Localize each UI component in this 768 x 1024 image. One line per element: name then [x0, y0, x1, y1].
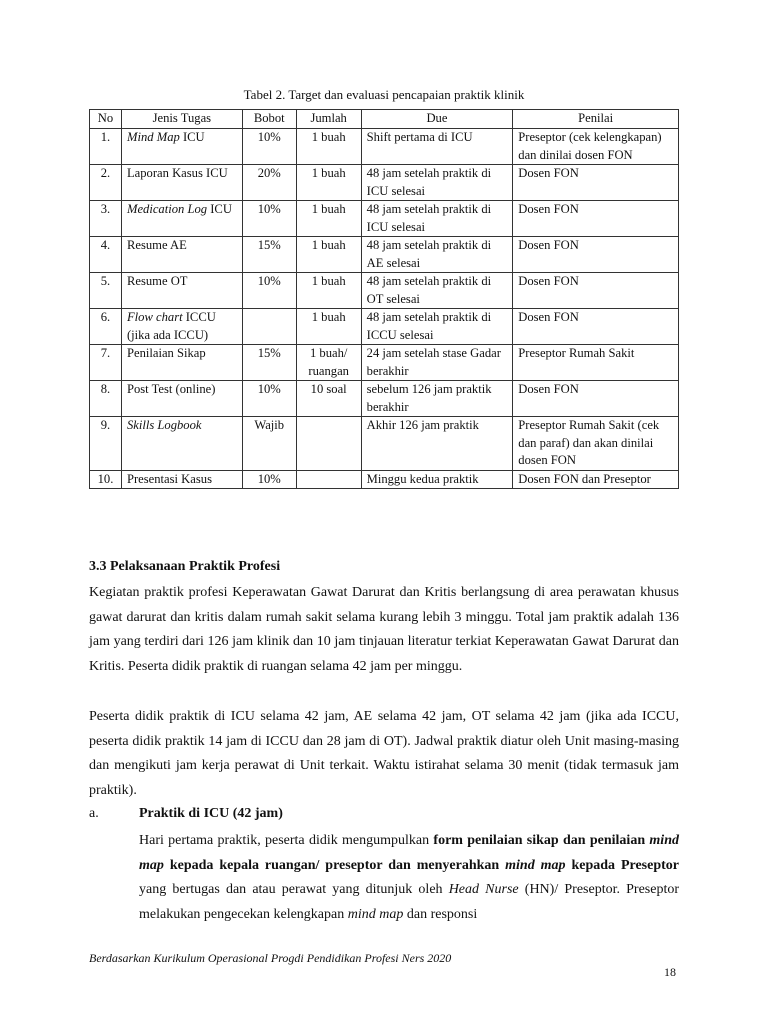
table-row — [90, 309, 679, 345]
row-weight: 15% — [242, 237, 296, 273]
target-evaluation-table — [89, 109, 679, 489]
row-due: Akhir 126 jam praktik — [361, 417, 513, 471]
row-no: 1. — [90, 129, 122, 165]
row-assessor: Dosen FON — [513, 201, 679, 237]
list-marker: a. — [89, 806, 99, 821]
row-weight: 10% — [242, 273, 296, 309]
row-weight: Wajib — [242, 417, 296, 471]
italic-run: Head Nurse — [448, 882, 519, 898]
row-due: 48 jam setelah praktik di AE selesai — [361, 237, 513, 273]
row-task — [121, 470, 242, 489]
task-suffix: ICU — [179, 130, 205, 144]
row-assessor: Dosen FON — [513, 165, 679, 201]
page-number: 18 — [664, 965, 676, 979]
task-suffix: ICU — [207, 202, 232, 216]
subsection-heading: Praktik di ICU (42 jam) — [139, 806, 283, 821]
text-run: Hari pertama praktik, peserta didik mengumpulkan — [139, 833, 434, 848]
row-count: 1 buah — [296, 237, 361, 273]
bold-run: form penilaian sikap dan penilaian — [433, 833, 650, 848]
row-count — [296, 417, 361, 471]
row-weight: 15% — [242, 345, 296, 381]
header-task: Jenis Tugas — [121, 110, 242, 129]
row-no: 10. — [90, 470, 122, 489]
text-run: yang bertugas dan atau perawat yang ditunjuk oleh — [139, 882, 449, 898]
task-italic: Mind Map — [126, 130, 180, 144]
table-row — [90, 417, 679, 471]
header-count: Jumlah — [296, 110, 361, 129]
header-due: Due — [361, 110, 513, 129]
row-task — [121, 381, 242, 417]
row-no: 8. — [90, 381, 122, 417]
row-weight: 10% — [242, 381, 296, 417]
paragraph-practice-overview: Kegiatan praktik profesi Keperawatan Gawat Darurat dan Kritis berlangsung di area perawatan khusus gawat darurat dan kritis dalam rumah sakit selama kurang lebih 3 minggu. Total jam praktik adalah 136 jam yang terdiri dari 126 jam klinik dan 10 jam tinjauan literatur terkiat Keperawatan Gawat Darurat dan Kritis. Peserta didik praktik di ruangan selama 42 jam per minggu. — [89, 585, 679, 674]
row-no: 7. — [90, 345, 122, 381]
task-suffix: Laporan Kasus ICU — [126, 166, 228, 180]
row-due: Minggu kedua praktik — [361, 470, 513, 489]
table-row — [90, 201, 679, 237]
row-task — [121, 201, 242, 237]
row-task — [121, 417, 242, 471]
row-count: 1 buah — [296, 273, 361, 309]
row-due: sebelum 126 jam praktik berakhir — [361, 381, 513, 417]
row-assessor: Dosen FON — [513, 309, 679, 345]
row-assessor: Preseptor Rumah Sakit — [513, 345, 679, 381]
table-caption: Tabel 2. Target dan evaluasi pencapaian praktik klinik — [243, 87, 525, 102]
table-row — [90, 273, 679, 309]
row-assessor: Dosen FON — [513, 381, 679, 417]
table-row — [90, 345, 679, 381]
task-suffix: Presentasi Kasus — [126, 471, 212, 486]
row-task — [121, 165, 242, 201]
row-assessor: Dosen FON dan Preseptor — [513, 470, 679, 489]
row-due: 48 jam setelah praktik di OT selesai — [361, 273, 513, 309]
row-task — [121, 129, 242, 165]
row-weight: 20% — [242, 165, 296, 201]
row-weight: 10% — [242, 470, 296, 489]
table-row — [90, 165, 679, 201]
table-row — [90, 381, 679, 417]
paragraph-practice-schedule: Peserta didik praktik di ICU selama 42 jam, AE selama 42 jam, OT selama 42 jam (jika ada ICCU, peserta didik praktik 14 jam di ICCU dan 28 jam di OT). Jadwal praktik diatur oleh Unit masing-masing dan mengikuti jam kerja perawat di Unit terkait. Waktu istirahat selama 30 menit (tidak termasuk jam praktik). — [89, 709, 679, 798]
task-italic: Skills Logbook — [126, 418, 202, 432]
text-run: dan responsi — [403, 906, 478, 922]
row-assessor: Dosen FON — [513, 273, 679, 309]
row-count — [296, 470, 361, 489]
row-due: 48 jam setelah praktik di ICU selesai — [361, 165, 513, 201]
row-weight — [242, 309, 296, 345]
italic-run: mind map — [347, 906, 404, 922]
row-task — [121, 237, 242, 273]
table-row — [90, 470, 679, 489]
bold-run: kepada Preseptor — [565, 857, 680, 873]
row-count: 10 soal — [296, 381, 361, 417]
task-suffix: Post Test (online) — [126, 382, 216, 396]
row-count: 1 buah/ ruangan — [296, 345, 361, 381]
row-assessor: Preseptor Rumah Sakit (cek dan paraf) dan akan dinilai dosen FON — [513, 417, 679, 471]
task-suffix: Penilaian Sikap — [126, 346, 206, 360]
table-row — [90, 237, 679, 273]
page-footer: Berdasarkan Kurikulum Operasional Progdi Pendidikan Profesi Ners 2020 — [89, 951, 452, 965]
row-assessor: Preseptor (cek kelengkapan) dan dinilai dosen FON — [513, 129, 679, 165]
row-task — [121, 345, 242, 381]
header-no: No — [90, 110, 122, 129]
bold-italic-run: mind map — [139, 833, 679, 873]
table-header-row — [90, 110, 679, 129]
task-suffix: Resume OT — [126, 274, 188, 288]
row-no: 5. — [90, 273, 122, 309]
row-due: Shift pertama di ICU — [361, 129, 513, 165]
row-no: 2. — [90, 165, 122, 201]
row-due: 48 jam setelah praktik di ICCU selesai — [361, 309, 513, 345]
task-italic: Flow chart — [126, 310, 183, 324]
row-no: 3. — [90, 201, 122, 237]
paragraph-icu-practice — [139, 829, 679, 927]
row-due: 48 jam setelah praktik di ICU selesai — [361, 201, 513, 237]
task-suffix: Resume AE — [126, 238, 187, 252]
row-weight: 10% — [242, 201, 296, 237]
bold-italic-run: mind map — [505, 857, 566, 873]
task-italic: Medication Log — [126, 202, 208, 216]
row-task — [121, 309, 242, 345]
row-no: 4. — [90, 237, 122, 273]
row-count: 1 buah — [296, 201, 361, 237]
row-no: 9. — [90, 417, 122, 471]
task-suffix: ICCU (jika ada ICCU) — [126, 310, 216, 342]
header-weight: Bobot — [242, 110, 296, 129]
row-count: 1 buah — [296, 129, 361, 165]
row-weight: 10% — [242, 129, 296, 165]
row-task — [121, 273, 242, 309]
row-no: 6. — [90, 309, 122, 345]
table-row — [90, 129, 679, 165]
bold-run: kepada kepala ruangan/ preseptor dan menyerahkan — [163, 857, 506, 873]
header-assessor: Penilai — [513, 110, 679, 129]
row-count: 1 buah — [296, 309, 361, 345]
section-heading: 3.3 Pelaksanaan Praktik Profesi — [89, 559, 281, 574]
text-run: (HN)/ Preseptor. Preseptor melakukan pengecekan kelengkapan — [139, 882, 679, 922]
row-count: 1 buah — [296, 165, 361, 201]
row-due: 24 jam setelah stase Gadar berakhir — [361, 345, 513, 381]
row-assessor: Dosen FON — [513, 237, 679, 273]
